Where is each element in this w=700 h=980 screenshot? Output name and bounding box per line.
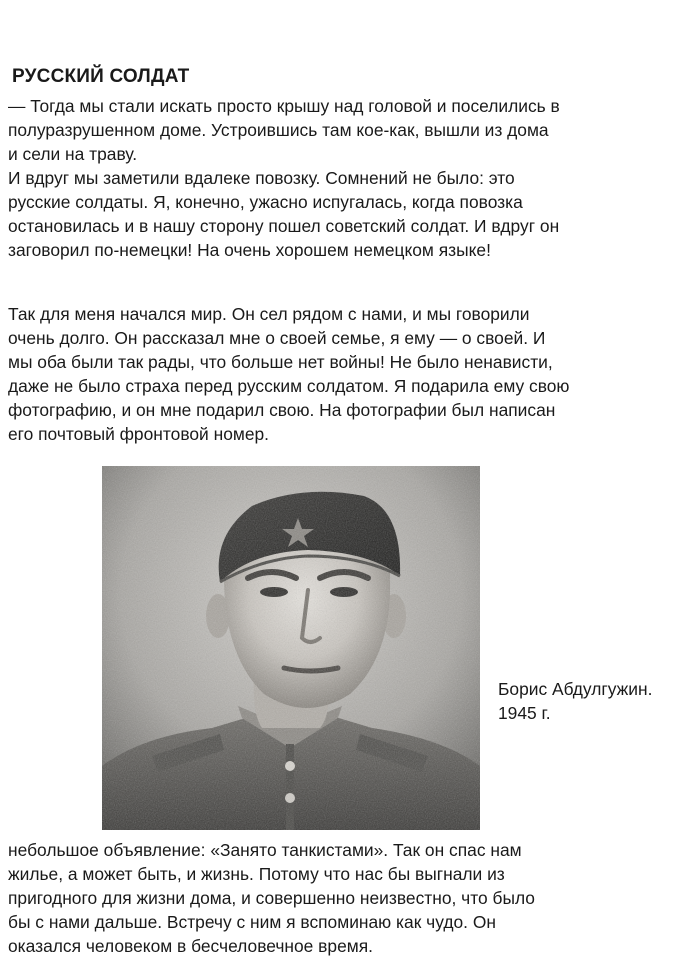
soldier-photo bbox=[102, 466, 480, 830]
text-line: жилье, а может быть, и жизнь. Потому что нас бы выгнали из bbox=[8, 864, 505, 884]
text-line: русские солдаты. Я, конечно, ужасно испугалась, когда повозка bbox=[8, 192, 523, 212]
paragraph-1 bbox=[8, 94, 698, 262]
text-line: небольшое объявление: «Занято танкистами». Так он спас нам bbox=[8, 840, 522, 860]
text-line: заговорил по-немецки! На очень хорошем немецком языке! bbox=[8, 240, 491, 260]
paragraph-2 bbox=[8, 302, 698, 446]
text-line: мы оба были так рады, что больше нет войны! Не было ненависти, bbox=[8, 352, 553, 372]
text-line: — Тогда мы стали искать просто крышу над головой и поселились в bbox=[8, 96, 560, 116]
article-title: РУССКИЙ СОЛДАТ bbox=[12, 66, 190, 87]
text-line: Так для меня начался мир. Он сел рядом с нами, и мы говорили bbox=[8, 304, 530, 324]
text-line: оказался человеком в бесчеловечное время. bbox=[8, 936, 373, 956]
paragraph-3 bbox=[8, 838, 698, 958]
text-line: даже не было страха перед русским солдатом. Я подарила ему свою bbox=[8, 376, 570, 396]
text-line: его почтовый фронтовой номер. bbox=[8, 424, 269, 444]
photo-caption bbox=[498, 677, 652, 725]
text-line: и сели на траву. bbox=[8, 144, 138, 164]
text-line: И вдруг мы заметили вдалеке повозку. Сомнений не было: это bbox=[8, 168, 515, 188]
text-line: очень долго. Он рассказал мне о своей семье, я ему — о своей. И bbox=[8, 328, 546, 348]
text-line: пригодного для жизни дома, и совершенно неизвестно, что было bbox=[8, 888, 535, 908]
text-line: бы с нами дальше. Встречу с ним я вспоминаю как чудо. Он bbox=[8, 912, 496, 932]
caption-name: Борис Абдулгужин. bbox=[498, 679, 653, 699]
text-line: полуразрушенном доме. Устроившись там кое-как, вышли из дома bbox=[8, 120, 549, 140]
text-line: фотографию, и он мне подарил свою. На фотографии был написан bbox=[8, 400, 556, 420]
caption-year: 1945 г. bbox=[498, 703, 551, 723]
text-line: остановилась и в нашу сторону пошел советский солдат. И вдруг он bbox=[8, 216, 560, 236]
